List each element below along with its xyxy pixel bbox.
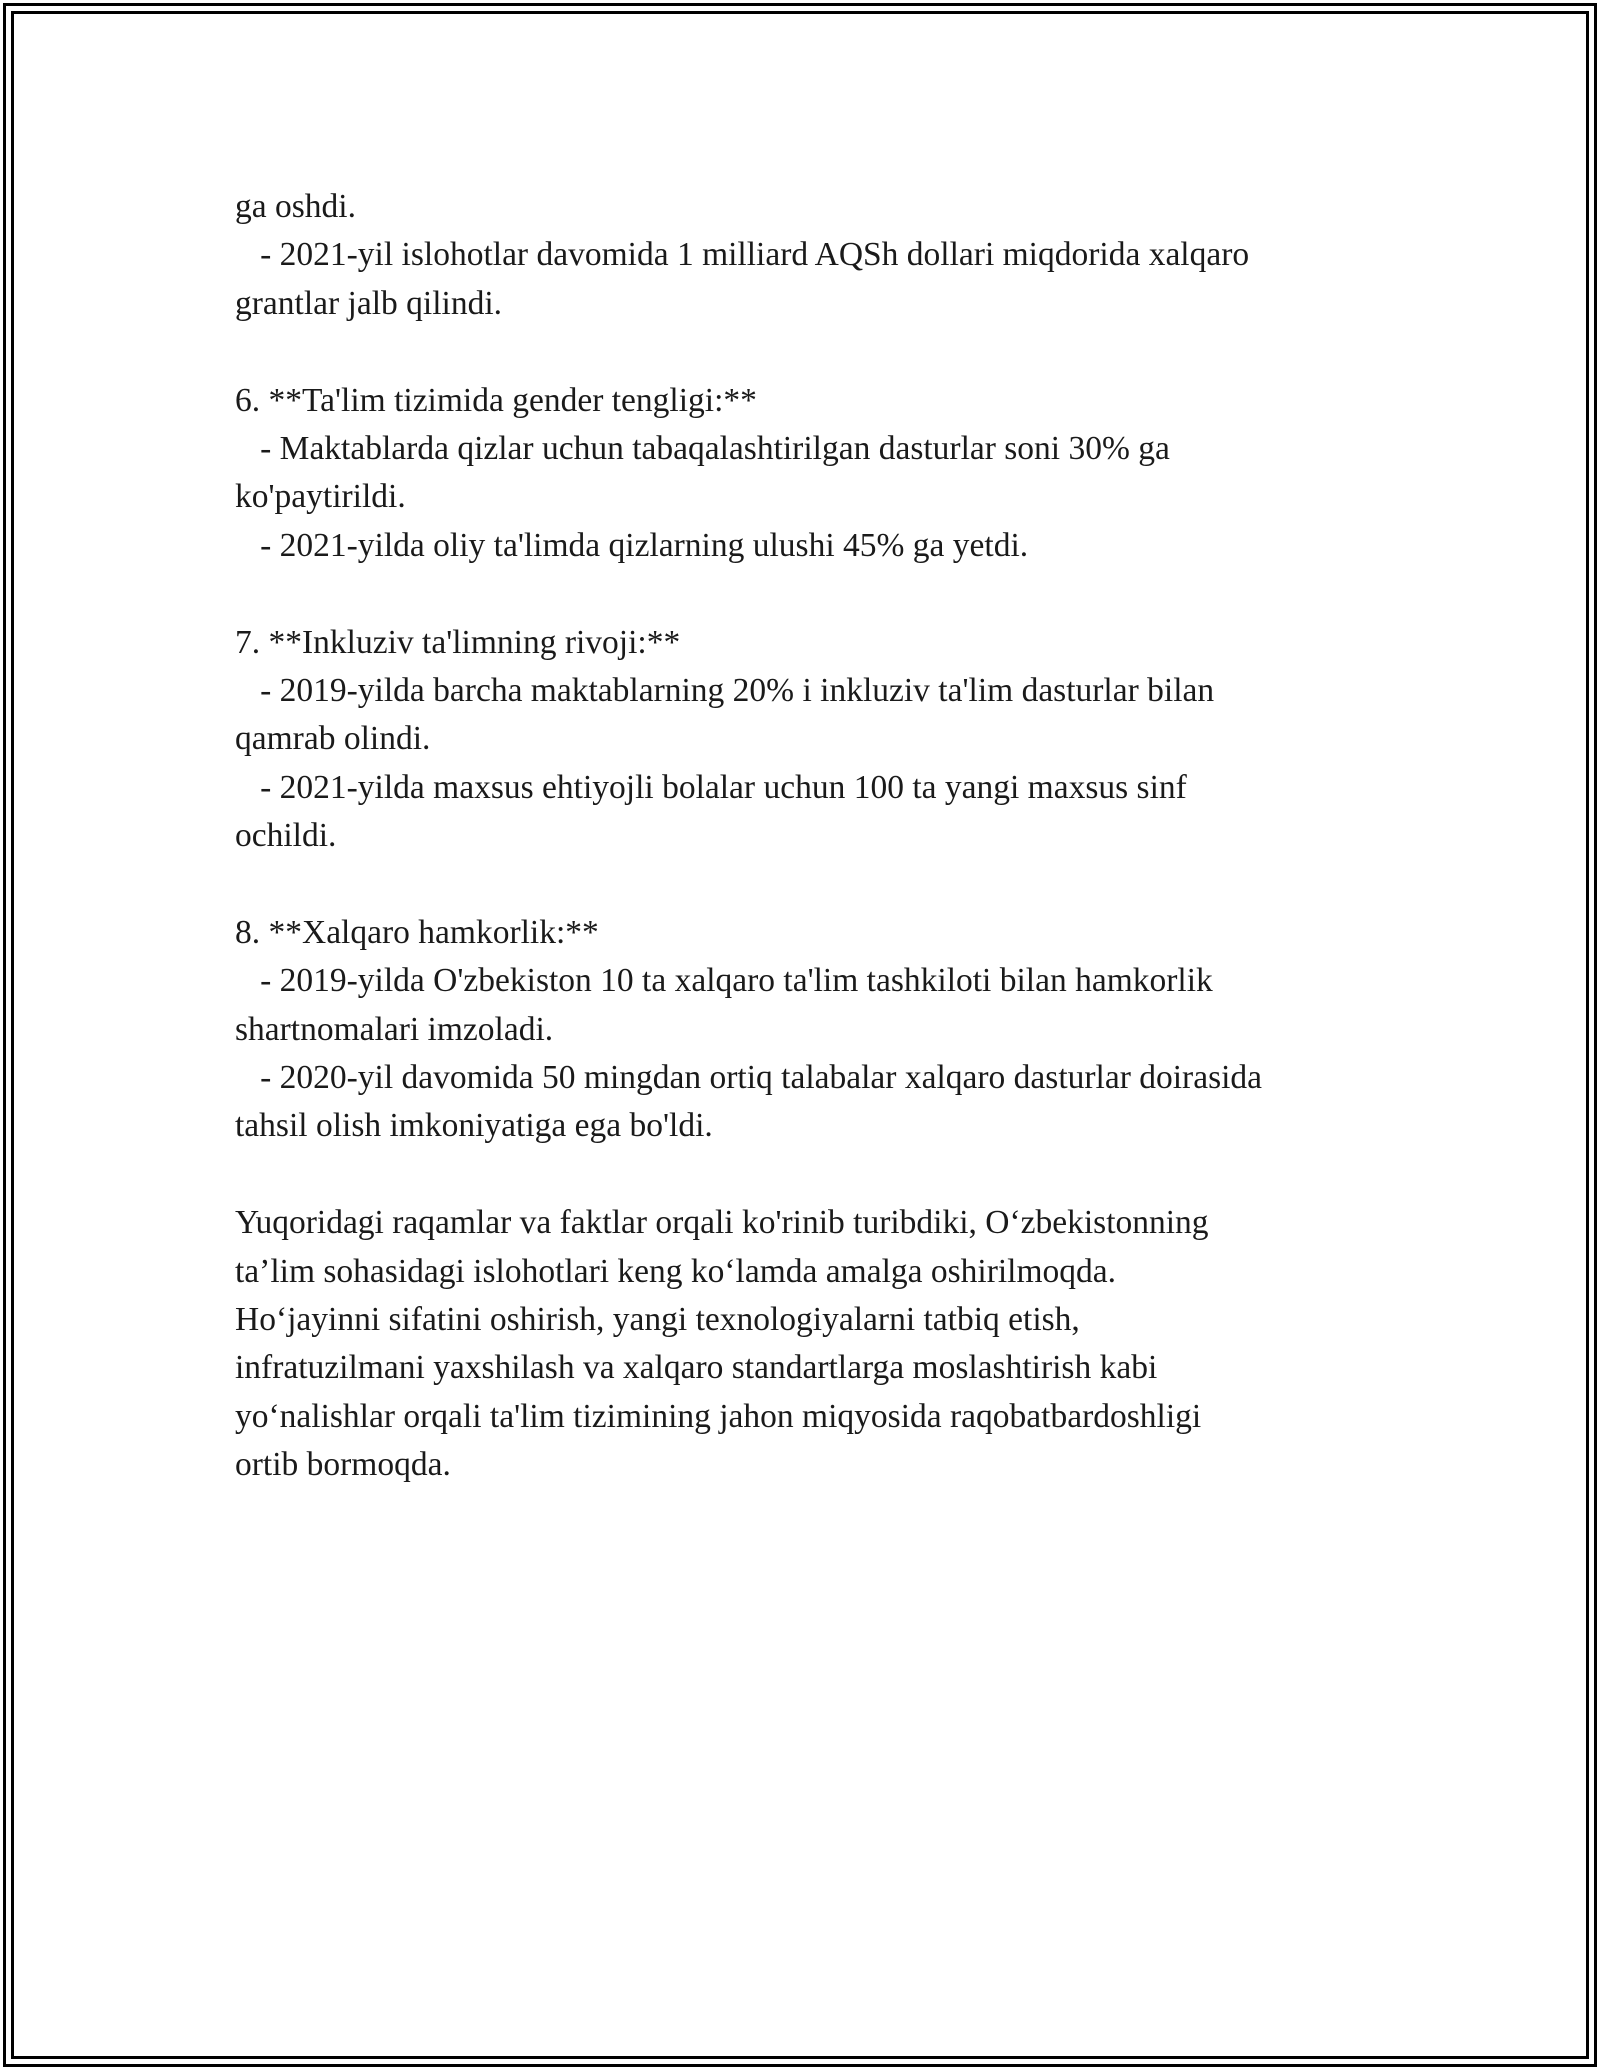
section-heading: 7. **Inkluziv ta'limning rivoji:** [235,623,681,661]
text-line: shartnomalari imzoladi. [235,1010,554,1048]
text-line: ga oshdi. [235,188,356,225]
paragraph-gap [235,1151,1385,1199]
text-line: - 2020-yil davomida 50 mingdan ortiq talabalar xalqaro dasturlar doirasida [235,1059,1263,1097]
text-line: - 2019-yilda barcha maktablarning 20% i inkluziv ta'lim dasturlar bilan [235,671,1215,709]
conclusion-line: ortib bormoqda. [235,1446,451,1484]
text-line: - 2021-yilda oliy ta'limda qizlarning ulushi 45% ga yetdi. [235,526,1029,564]
text-line: grantlar jalb qilindi. [235,284,503,322]
text-line: ochildi. [235,817,337,855]
conclusion-line: ta’lim sohasidagi islohotlari keng ko‘lamda amalga oshirilmoqda. [235,1252,1117,1290]
paragraph-gap [235,570,1385,618]
text-line: - 2021-yil islohotlar davomida 1 milliard AQSh dollari miqdorida xalqaro [235,236,1250,274]
conclusion-line: yo‘nalishlar orqali ta'lim tizimining jahon miqyosida raqobatbardoshligi [235,1397,1202,1435]
document-body [235,183,1385,1490]
conclusion-line: Yuqoridagi raqamlar va faktlar orqali ko'rinib turibdiki, O‘zbekistonning [235,1204,1209,1242]
section-heading: 8. **Xalqaro hamkorlik:** [235,913,599,951]
paragraph-gap [235,328,1385,376]
text-line: - 2021-yilda maxsus ehtiyojli bolalar uchun 100 ta yangi maxsus sinf [235,768,1187,806]
paragraph-gap [235,860,1385,908]
text-line: - Maktablarda qizlar uchun tabaqalashtirilgan dasturlar soni 30% ga [235,429,1170,467]
text-line: tahsil olish imkoniyatiga ega bo'ldi. [235,1107,713,1145]
section-heading: 6. **Ta'lim tizimida gender tengligi:** [235,381,757,419]
text-line: qamrab olindi. [235,720,431,758]
conclusion-line: infratuzilmani yaxshilash va xalqaro standartlarga moslashtirish kabi [235,1349,1158,1387]
conclusion-line: Ho‘jayinni sifatini oshirish, yangi texnologiyalarni tatbiq etish, [235,1300,1080,1338]
text-line: - 2019-yilda O'zbekiston 10 ta xalqaro ta'lim tashkiloti bilan hamkorlik [235,962,1213,1000]
text-line: ko'paytirildi. [235,478,406,516]
